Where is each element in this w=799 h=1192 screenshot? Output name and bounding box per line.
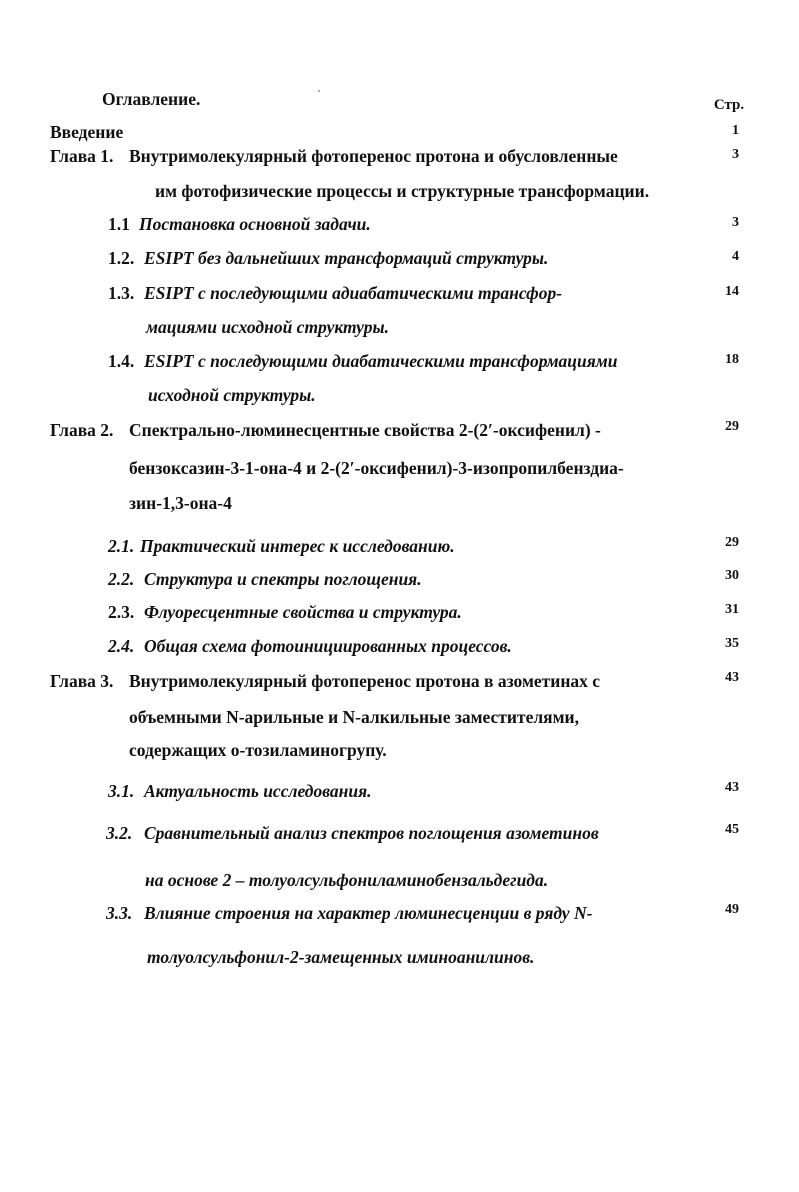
page-number: 43 <box>725 670 739 685</box>
page-number: 4 <box>732 249 739 264</box>
section-3-1-title: Актуальность исследования. <box>144 781 372 801</box>
section-3-3-title-line1: Влияние строения на характер люминесценции в ряду N- <box>144 903 593 923</box>
page-number: 18 <box>725 352 739 367</box>
scan-speck <box>318 90 320 92</box>
chapter-2-label: Глава 2. <box>50 420 114 440</box>
section-1-1-title: Постановка основной задачи. <box>139 214 371 234</box>
page-number: 1 <box>732 123 739 138</box>
page-number: 43 <box>725 780 739 795</box>
chapter-2-title-line1: Спектрально-люминесцентные свойства 2-(2′-оксифенил) - <box>129 420 601 440</box>
chapter-2-title-line2: бензоксазин-3-1-она-4 и 2-(2′-оксифенил)-3-изопропилбенздиа- <box>129 458 624 478</box>
section-number: 3.3. <box>106 903 133 923</box>
chapter-3-title-line3: содержащих о-тозиламиногрупу. <box>129 740 387 760</box>
section-number: 3.2. <box>106 823 133 843</box>
section-number: 1.3. <box>108 283 135 303</box>
section-2-4-title: Общая схема фотоинициированных процессов. <box>144 636 512 656</box>
chapter-2-title-line3: зин-1,3-она-4 <box>129 493 232 513</box>
page-column-header: Стр. <box>713 97 745 113</box>
section-1-4-title-line2: исходной структуры. <box>148 385 316 405</box>
section-3-2-title-line2: на основе 2 – толуолсульфониламинобензальдегида. <box>145 870 549 890</box>
page-number: 3 <box>732 147 739 162</box>
page-number: 14 <box>725 284 739 299</box>
page-number: 30 <box>725 568 739 583</box>
section-2-3-title: Флуоресцентные свойства и структура. <box>144 602 462 622</box>
section-2-2-title: Структура и спектры поглощения. <box>144 569 422 589</box>
section-number: 3.1. <box>108 781 135 801</box>
section-3-3-title-line2: толуолсульфонил-2-замещенных иминоанилинов. <box>147 947 535 967</box>
section-1-2-title: ESIPT без дальнейших трансформаций структуры. <box>144 248 549 268</box>
page-number: 45 <box>725 822 739 837</box>
section-1-3-title-line1: ESIPT с последующими адиабатическими трансфор- <box>144 283 563 303</box>
page-number: 35 <box>725 636 739 651</box>
chapter-3-label: Глава 3. <box>50 671 114 691</box>
section-number: 2.3. <box>108 602 135 622</box>
toc-entry-introduction: Введение <box>50 122 124 142</box>
section-number: 1.4. <box>108 351 135 371</box>
section-1-3-title-line2: мациями исходной структуры. <box>146 317 389 337</box>
chapter-1-label: Глава 1. <box>50 146 114 166</box>
page-number: 49 <box>725 902 739 917</box>
section-3-2-title-line1: Сравнительный анализ спектров поглощения азометинов <box>144 823 599 843</box>
chapter-1-title-line2: им фотофизические процессы и структурные трансформации. <box>155 181 650 201</box>
section-number: 2.4. <box>108 636 135 656</box>
section-number: 2.2. <box>108 569 135 589</box>
section-number: 1.1 <box>108 214 130 234</box>
section-number: 2.1. <box>108 536 135 556</box>
page-number: 3 <box>732 215 739 230</box>
page-number: 29 <box>725 419 739 434</box>
section-1-4-title-line1: ESIPT с последующими диабатическими трансформациями <box>144 351 618 371</box>
page-number: 31 <box>725 602 739 617</box>
chapter-3-title-line2: объемными N-арильные и N-алкильные заместителями, <box>129 707 580 727</box>
toc-title: Оглавление. <box>102 89 201 109</box>
section-number: 1.2. <box>108 248 135 268</box>
chapter-3-title-line1: Внутримолекулярный фотоперенос протона в азометинах с <box>129 671 601 691</box>
section-2-1-title: Практический интерес к исследованию. <box>140 536 455 556</box>
page-number: 29 <box>725 535 739 550</box>
chapter-1-title-line1: Внутримолекулярный фотоперенос протона и обусловленные <box>129 146 618 166</box>
